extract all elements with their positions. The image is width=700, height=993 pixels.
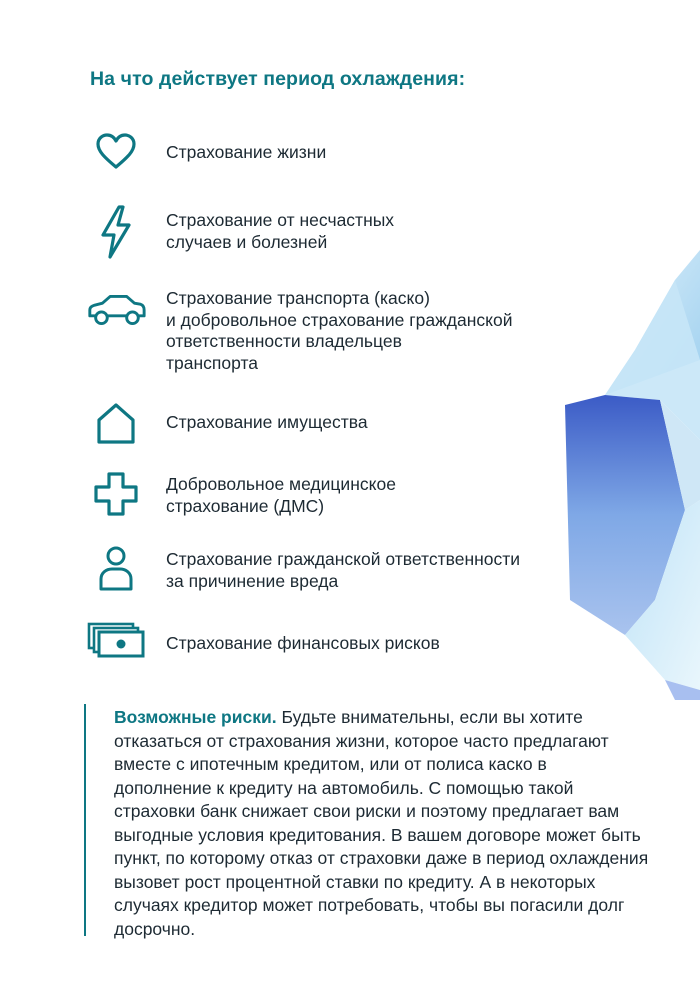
list-item-text: Страхование гражданской ответственности за причинение вреда bbox=[166, 549, 521, 591]
money-icon bbox=[84, 622, 148, 658]
list-item-life-insurance bbox=[84, 133, 604, 177]
list-item-text: Страхование транспорта (каско) и добровольное страхование гражданской ответственности владельцев транспорта bbox=[166, 288, 513, 373]
list-item-text: Страхование от несчастных случаев и болезней bbox=[166, 210, 395, 252]
risk-paragraph bbox=[114, 706, 649, 941]
list-item-text: Страхование имущества bbox=[166, 412, 368, 432]
list-item-text: Страхование финансовых рисков bbox=[166, 633, 440, 653]
list-item-transport-insurance bbox=[84, 288, 604, 378]
risk-callout bbox=[84, 704, 649, 939]
list-item-financial-risk-insurance bbox=[84, 622, 604, 662]
list-item-text: Страхование жизни bbox=[166, 142, 327, 162]
list-item-medical-insurance bbox=[84, 472, 604, 520]
risk-body: Будьте внимательны, если вы хотите отказаться от страхования жизни, которое часто предлагают вместе с ипотечным кредитом, или от полиса каско в дополнение к кредиту на автомобиль. С помощью такой страховки банк снижает свои риски и поэтому предлагает вам выгодные условия кредитования. В вашем договоре может быть пункт, по которому отказ от страховки даже в период охлаждения вызовет рост процентной ставки по кредиту. А в некоторых случаях кредитор может потребовать, чтобы вы погасили долг досрочно. bbox=[114, 707, 649, 939]
list-item-property-insurance bbox=[84, 402, 604, 444]
list-item-liability-insurance bbox=[84, 545, 604, 593]
risk-title: Возможные риски. bbox=[114, 707, 277, 727]
house-icon bbox=[84, 402, 148, 444]
list-item-text: Добровольное медицинское страхование (ДМС) bbox=[166, 474, 396, 516]
lightning-icon bbox=[84, 205, 148, 259]
list-item-accident-insurance bbox=[84, 205, 604, 263]
page-heading: На что действует период охлаждения: bbox=[90, 68, 466, 90]
medical-cross-icon bbox=[84, 472, 148, 516]
heart-icon bbox=[84, 133, 148, 171]
car-icon bbox=[84, 292, 148, 328]
person-icon bbox=[84, 545, 148, 591]
